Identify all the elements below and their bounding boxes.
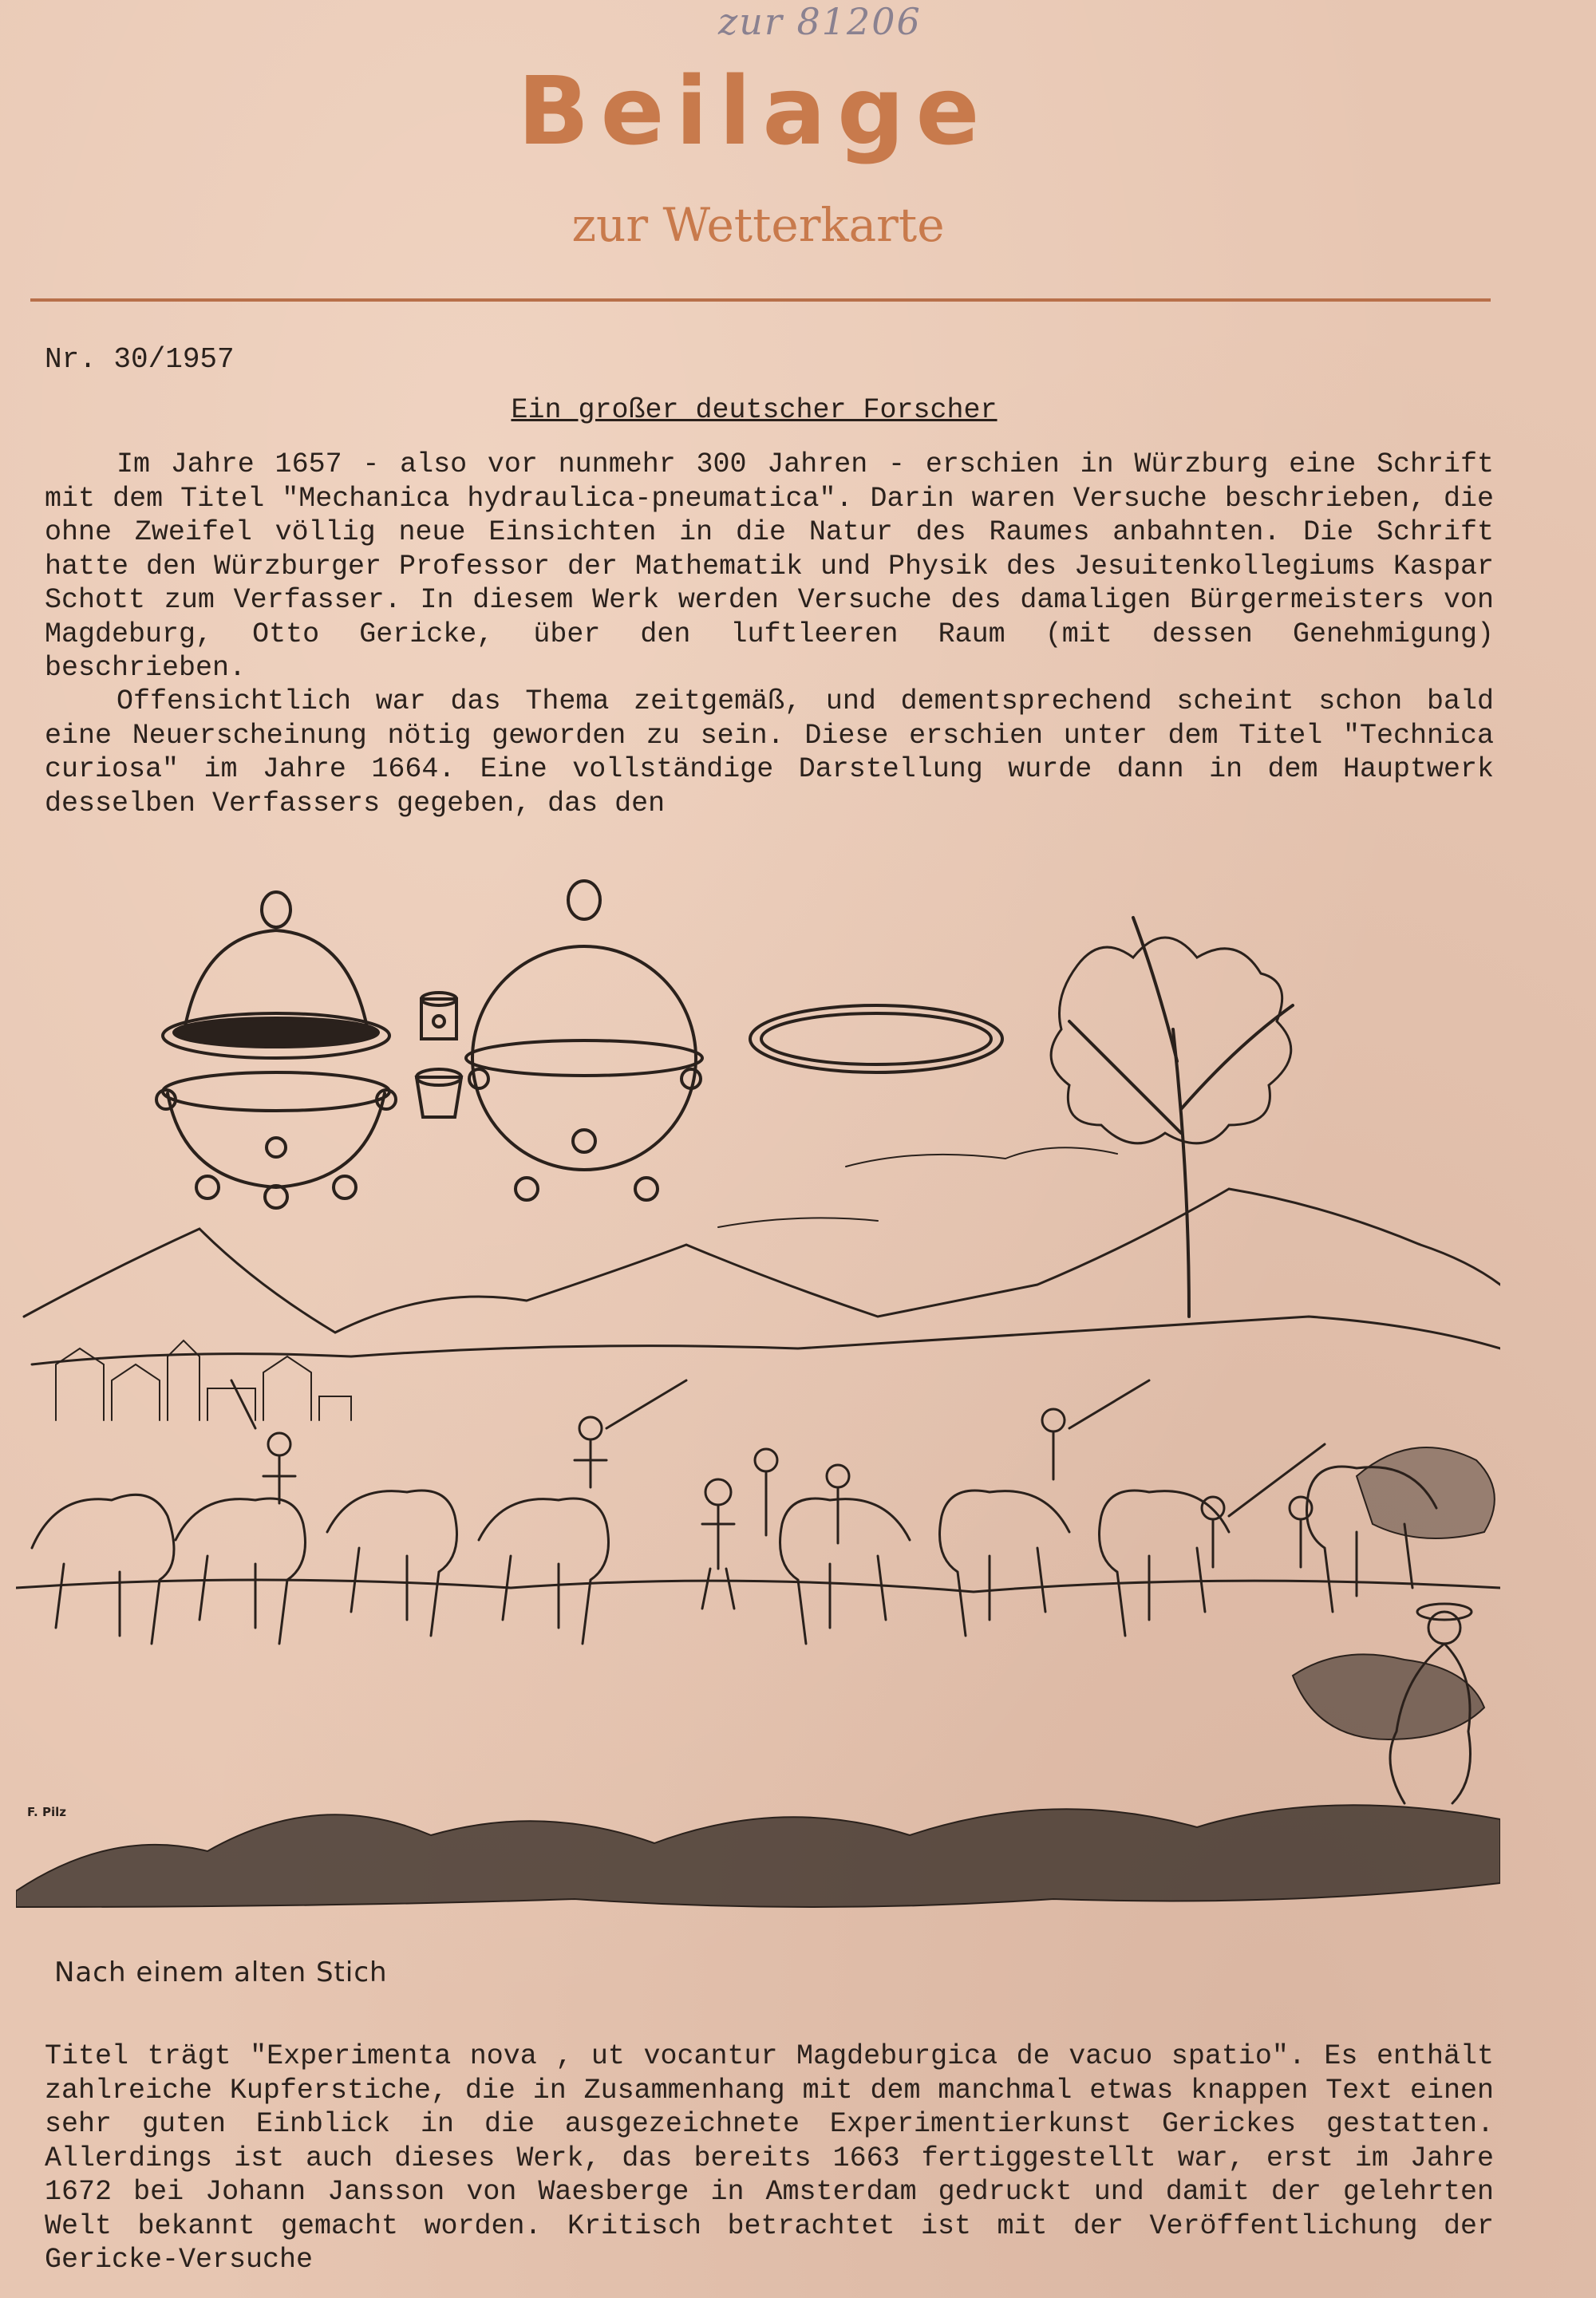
figures-drawing xyxy=(231,1380,1325,1609)
seal-ring-drawing xyxy=(750,1005,1002,1072)
engraving-illustration xyxy=(16,870,1500,1939)
town-drawing xyxy=(56,1340,351,1420)
paragraph-2: Offensichtlich war das Thema zeitgemäß, und dementsprechend scheint schon bald eine Neuerscheinung nötig geworden zu sein. Diese erschien unter dem Titel "Technica curiosa" im Jahre 1664. Eine vollständige Darstellung wurde dann in dem Hauptwerk desselben Verfassers gegeben, das den xyxy=(45,685,1494,819)
stopcock-drawing xyxy=(417,993,461,1117)
paragraph-1: Im Jahre 1657 - also vor nunmehr 300 Jahren - erschien in Würzburg eine Schrift mit dem Titel "Mechanica hydraulica-pneumatica". Darin waren Versuche beschrieben, die ohne Zweifel völlig neue Einsichten in die Natur des Raumes anbahnten. Die Schrift hatte den Würzburger Professor der Mathematik und Physik des Jesuitenkollegiums Kaspar Schott zum Verfasser. In diesem Werk werden Versuche des damaligen Bürgermeisters von Magdeburg, Otto Gericke, über den luftleeren Raum (mit dessen Genehmigung) beschrieben. xyxy=(45,448,1494,684)
masthead-title: Beilage xyxy=(517,56,991,166)
illustration-caption: Nach einem alten Stich xyxy=(54,1956,388,1988)
foreground-bushes-drawing xyxy=(16,1447,1500,1907)
hemisphere-bottom-drawing xyxy=(156,1072,396,1208)
article-headline: Ein großer deutscher Forscher xyxy=(511,394,998,426)
hills-drawing xyxy=(24,1189,1500,1364)
artist-signature: F. Pilz xyxy=(27,1805,66,1819)
issue-number: Nr. 30/1957 xyxy=(45,343,235,376)
masthead-subtitle: zur Wetterkarte xyxy=(571,198,945,252)
horses-drawing xyxy=(32,1467,1436,1644)
tree-drawing xyxy=(1051,918,1293,1317)
paragraph-3: Titel trägt "Experimenta nova , ut vocantur Magdeburgica de vacuo spatio". Es enthält zahlreiche Kupferstiche, die in Zusammenhang mit dem manchmal etwas knappen Text einen sehr guten Einblick in die ausgezeichnete Experimentierkunst Gerickes gestatten. Allerdings ist auch dieses Werk, das bereits 1663 fertiggestellt war, erst im Jahre 1672 bei Johann Jansson von Waesberge in Amsterdam gedruckt und damit der gelehrten Welt bekannt gemacht worden. Kritisch betrachtet ist mit der Veröffentlichung der Gericke-Versuche xyxy=(45,2040,1494,2276)
handwritten-annotation: zur 81206 xyxy=(718,0,922,43)
closed-sphere-drawing xyxy=(466,881,702,1200)
hemisphere-top-drawing xyxy=(163,892,389,1058)
masthead-divider xyxy=(30,298,1491,302)
